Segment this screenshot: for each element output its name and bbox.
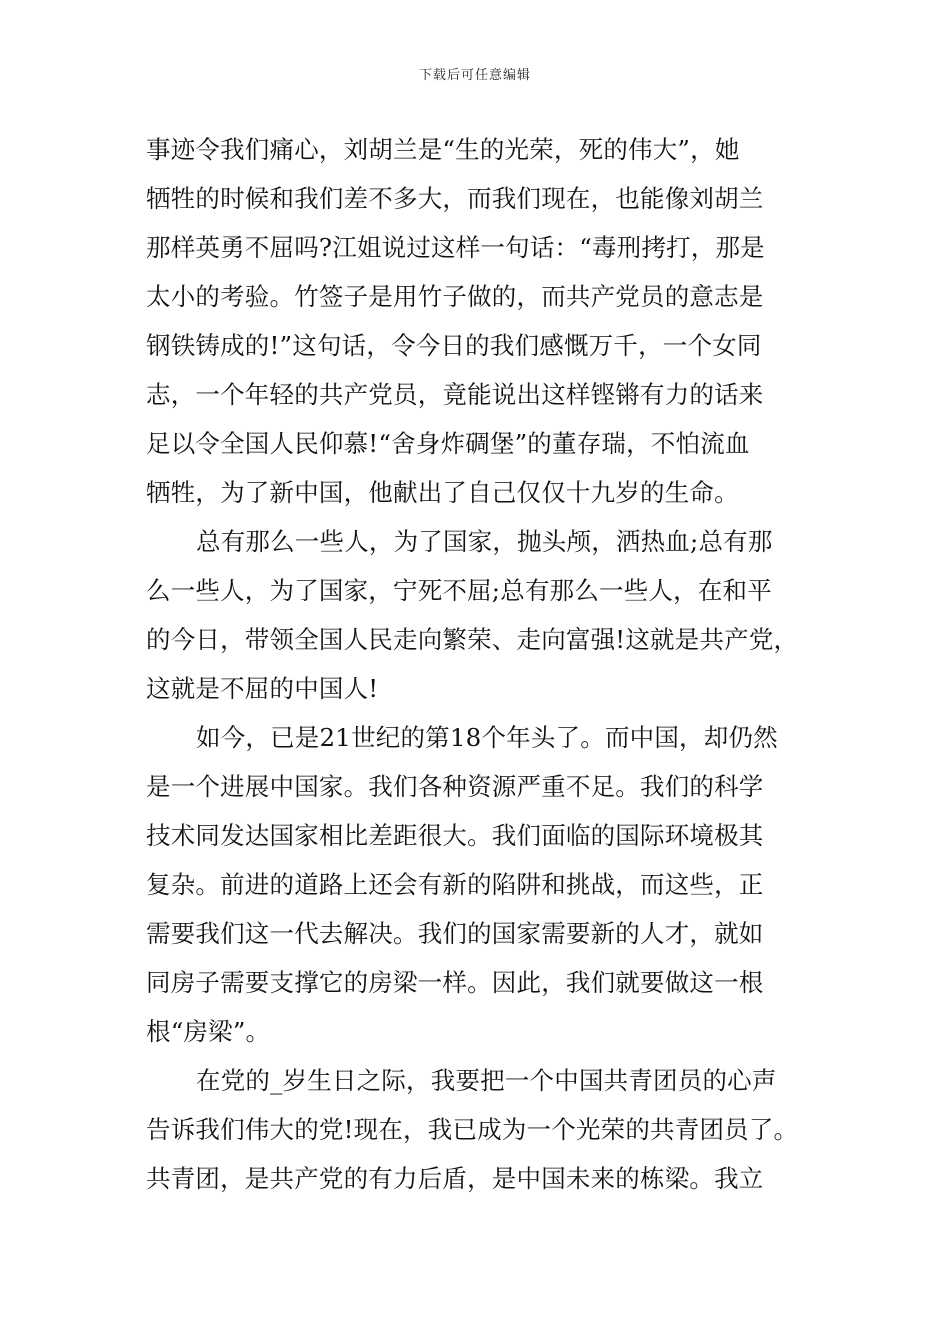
text-line: 如今，已是21世纪的第18个年头了。而中国，却仍然 <box>196 723 778 752</box>
text-line: 需要我们这一代去解决。我们的国家需要新的人才，就如 <box>146 919 764 948</box>
text-line: 那样英勇不屈吗?江姐说过这样一句话：“毒刑拷打，那是 <box>146 233 765 262</box>
text-line: 根“房梁”。 <box>146 1017 271 1046</box>
text-line: 在党的_岁生日之际，我要把一个中国共青团员的心声 <box>196 1066 777 1095</box>
text-line: 牺牲的时候和我们差不多大，而我们现在，也能像刘胡兰 <box>146 184 764 213</box>
text-line: 总有那么一些人，为了国家，抛头颅，洒热血;总有那 <box>196 527 773 556</box>
page-header: 下载后可任意编辑 <box>418 68 531 83</box>
document-body <box>146 125 816 1203</box>
text-line: 同房子需要支撑它的房梁一样。因此，我们就要做这一根 <box>146 968 764 997</box>
text-line: 共青团，是共产党的有力后盾，是中国未来的栋梁。我立 <box>146 1164 764 1193</box>
text-line: 复杂。前进的道路上还会有新的陷阱和挑战，而这些，正 <box>146 870 764 899</box>
paragraph-2 <box>146 517 816 713</box>
text-line: 技术同发达国家相比差距很大。我们面临的国际环境极其 <box>146 821 764 850</box>
text-line: 钢铁铸成的!”这句话，令今日的我们感慨万千，一个女同 <box>146 331 762 360</box>
paragraph-1 <box>146 125 816 517</box>
paragraph-4 <box>146 1056 816 1203</box>
text-line: 志，一个年轻的共产党员，竟能说出这样铿锵有力的话来 <box>146 380 764 409</box>
paragraph-3 <box>146 713 816 1056</box>
text-line: 告诉我们伟大的党!现在，我已成为一个光荣的共青团员了。 <box>146 1115 799 1144</box>
text-line: 足以令全国人民仰慕!“舍身炸碉堡”的董存瑞，不怕流血 <box>146 429 750 458</box>
text-line: 牺牲，为了新中国，他献出了自己仅仅十九岁的生命。 <box>146 478 739 507</box>
text-line: 么一些人，为了国家，宁死不屈;总有那么一些人，在和平 <box>146 576 772 605</box>
text-line: 太小的考验。竹签子是用竹子做的，而共产党员的意志是 <box>146 282 764 311</box>
text-line: 的今日，带领全国人民走向繁荣、走向富强!这就是共产党， <box>146 625 799 654</box>
text-line: 这就是不屈的中国人! <box>146 674 379 703</box>
text-line: 是一个进展中国家。我们各种资源严重不足。我们的科学 <box>146 772 764 801</box>
text-line: 事迹令我们痛心，刘胡兰是“生的光荣，死的伟大”，她 <box>146 135 740 164</box>
